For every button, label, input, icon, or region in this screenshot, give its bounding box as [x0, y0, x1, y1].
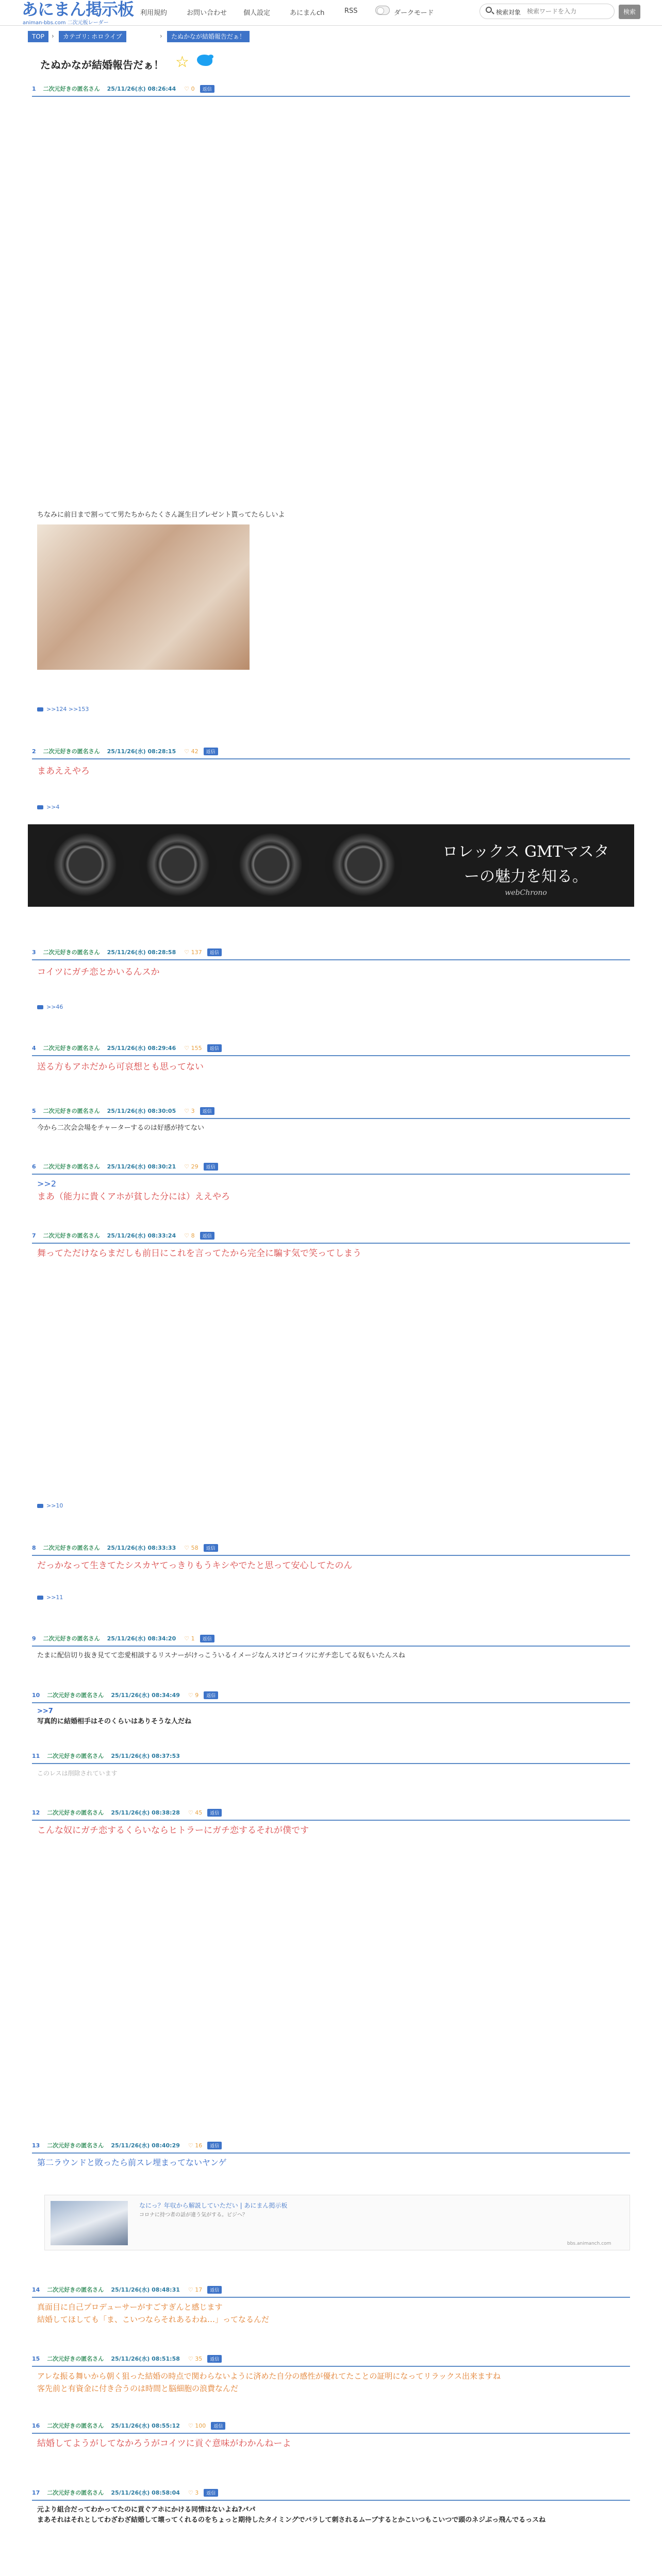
watch-image	[46, 828, 124, 901]
post-number[interactable]: 12	[32, 1809, 40, 1816]
reply-links[interactable]: >>46	[37, 1004, 63, 1010]
post-body: 写真的に結婚相手はそのくらいはありそうな人だね	[37, 1718, 192, 1725]
watch-image	[232, 828, 309, 901]
search-input[interactable]	[527, 6, 609, 17]
divider	[32, 2153, 630, 2154]
poster-name: 二次元好きの匿名さん	[47, 2422, 104, 2429]
post-number[interactable]: 7	[32, 1232, 36, 1239]
post-body: 舞ってただけならまだしも前日にこれを言ってたから完全に騙す気で笑ってしまう	[37, 1248, 361, 1259]
post-number[interactable]: 10	[32, 1692, 40, 1699]
divider	[32, 1763, 630, 1764]
link-preview-description: コロナに持つ者の話が違う気がする。ビジヘ？	[139, 2212, 247, 2218]
like-count[interactable]: ♡ 3	[184, 1108, 195, 1114]
ad-brand: webChrono	[505, 889, 547, 897]
breadcrumb-category[interactable]: カテゴリ: ホロライブ	[59, 31, 126, 42]
post-date: 25/11/26(水) 08:34:20	[107, 1635, 176, 1642]
divider	[32, 1555, 630, 1556]
link-preview-title[interactable]: なにっ？年収から解説していただい | あにまん掲示板	[139, 2202, 288, 2209]
post-body: まあええやろ	[37, 766, 90, 776]
breadcrumb-thread[interactable]: たぬかなが結婚報告だぁ！	[167, 31, 250, 42]
link-preview-domain: bbs.animanch.com	[567, 2241, 611, 2246]
post-date: 25/11/26(水) 08:29:46	[107, 1045, 176, 1052]
post-body-line: まあそれはそれとしてわざわざ結婚して壊ってくれるのをちょっと期待したタイミングでバラして刺されるムーブするとかこいつもこいつで頭のネジぶっ飛んでるっスね	[37, 2516, 546, 2524]
post-body-line: 客先前と有資金に付き合うのは時間と脳細胞の浪費なんだ	[37, 2384, 239, 2393]
reply-button[interactable]: 返信	[204, 1691, 218, 1699]
quote-link[interactable]: >>7	[37, 1707, 53, 1715]
post-body: 今から二次会会場をチャーターするのは好感が持てない	[37, 1124, 204, 1132]
poster-name: 二次元好きの匿名さん	[43, 1635, 100, 1642]
post-date: 25/11/26(水) 08:26:44	[107, 86, 176, 92]
post-header	[32, 1808, 222, 1819]
post-body-line: 元より組合だってわかってたのに貢ぐアホにかける同情はないよね?パパ	[37, 2506, 256, 2514]
post-header	[32, 2488, 218, 2499]
post-number[interactable]: 11	[32, 1753, 40, 1759]
divider	[32, 2500, 630, 2501]
poster-name: 二次元好きの匿名さん	[47, 2355, 104, 2362]
post-body-line: アレな振る舞いから朝く狙った結婚の時点で関わらないように済めた自分の感性が優れてたことの証明になってリラックス出来ますね	[37, 2371, 501, 2381]
poster-name: 二次元好きの匿名さん	[43, 1108, 100, 1114]
like-count[interactable]: ♡ 42	[184, 748, 198, 755]
post-date: 25/11/26(水) 08:40:29	[111, 2142, 180, 2149]
poster-name: 二次元好きの匿名さん	[47, 2142, 104, 2149]
post-body: まあ（能力に貴くアホが貧した分には）ええやろ	[37, 1192, 230, 1202]
like-count[interactable]: ♡ 29	[184, 1163, 198, 1170]
nav-contact[interactable]: お問い合わせ	[187, 9, 227, 17]
reply-icon	[37, 805, 43, 809]
reply-links[interactable]: >>11	[37, 1594, 63, 1601]
reply-icon	[37, 1504, 43, 1508]
dark-mode-toggle[interactable]	[375, 6, 390, 15]
poster-name: 二次元好きの匿名さん	[43, 748, 100, 755]
nav-terms[interactable]: 利用規約	[140, 9, 168, 17]
divider	[32, 2433, 630, 2434]
poster-name: 二次元好きの匿名さん	[43, 86, 100, 92]
reply-icon	[37, 707, 43, 711]
link-preview-thumbnail[interactable]	[51, 2201, 128, 2245]
like-count[interactable]: ♡ 137	[184, 949, 202, 956]
reply-icon	[37, 1596, 43, 1600]
post-body: ちなみに前日まで割ってて男たちからたくさん誕生日プレゼント貰ってたらしいよ	[37, 511, 285, 519]
poster-name: 二次元好きの匿名さん	[43, 949, 100, 956]
watch-image	[139, 828, 217, 901]
post-date: 25/11/26(水) 08:34:49	[111, 1692, 180, 1699]
post-date: 25/11/26(水) 08:30:05	[107, 1108, 176, 1114]
post-number[interactable]: 5	[32, 1108, 36, 1114]
post-body-line: 真面目に自己プロデューサーがすごすぎんと感じます	[37, 2302, 223, 2312]
reply-button[interactable]: 返信	[204, 1163, 218, 1171]
reply-links[interactable]: >>10	[37, 1502, 63, 1509]
like-count[interactable]: ♡ 9	[188, 1692, 199, 1699]
post-date: 25/11/26(水) 08:28:58	[107, 949, 176, 956]
nav-settings[interactable]: 個人設定	[243, 9, 271, 17]
attached-gift-image[interactable]	[37, 524, 250, 670]
search-scope-select[interactable]: 検索対象	[496, 9, 521, 16]
post-number[interactable]: 9	[32, 1635, 36, 1642]
reply-button[interactable]: 返信	[204, 2489, 218, 2497]
reply-button[interactable]: 返信	[200, 85, 214, 93]
post-body-line: 結婚してほしても「ま、こいつならそれあるわね…」ってなるんだ	[37, 2315, 270, 2324]
post-header	[32, 2421, 225, 2432]
post-date: 25/11/26(水) 08:51:58	[111, 2355, 180, 2362]
post-body: 結婚してようがしてなかろうがコイツに貢ぐ意味がわかんねーよ	[37, 2438, 291, 2449]
divider	[32, 1055, 630, 1056]
reply-icon	[37, 1005, 43, 1009]
post-date: 25/11/26(水) 08:33:33	[107, 1545, 176, 1551]
nav-rss[interactable]: RSS	[344, 7, 358, 15]
post-header	[32, 747, 218, 757]
post-body: こんな奴にガチ恋するくらいならヒトラーにガチ恋するそれが僕です	[37, 1825, 309, 1836]
post-header	[32, 1691, 218, 1701]
like-count[interactable]: ♡ 17	[188, 2286, 203, 2293]
post-body: たまに配信切り抜き見てて恋愛相談するリスナーがけっこういるイメージなんスけどコイツにガチ恋してる奴もいたんスね	[37, 1652, 405, 1659]
post-date: 25/11/26(水) 08:55:12	[111, 2422, 180, 2429]
post-number[interactable]: 15	[32, 2355, 40, 2362]
divider	[32, 2366, 630, 2367]
ad-headline[interactable]: ロレックス GMTマスターの魅力を知る。	[442, 843, 609, 886]
post-date: 25/11/26(水) 08:33:24	[107, 1232, 176, 1239]
post-header	[32, 84, 214, 95]
link-preview-card[interactable]	[44, 2195, 630, 2250]
reply-button[interactable]: 返信	[207, 948, 222, 956]
like-count[interactable]: ♡ 8	[184, 1232, 195, 1239]
poster-name: 二次元好きの匿名さん	[43, 1163, 100, 1170]
dark-mode-label: ダークモード	[394, 9, 434, 17]
search-icon	[486, 7, 492, 13]
poster-name: 二次元好きの匿名さん	[47, 2489, 104, 2496]
like-count[interactable]: ♡ 35	[188, 2355, 203, 2362]
post-header	[32, 2354, 222, 2365]
like-count[interactable]: ♡ 3	[188, 2489, 199, 2496]
post-number[interactable]: 17	[32, 2489, 40, 2496]
post-number[interactable]: 8	[32, 1545, 36, 1551]
post-header	[32, 1044, 222, 1054]
thread-title: たぬかなが結婚報告だぁ！	[40, 59, 164, 71]
poster-name: 二次元好きの匿名さん	[43, 1045, 100, 1052]
reply-button[interactable]: 返信	[207, 2355, 222, 2363]
post-number[interactable]: 16	[32, 2422, 40, 2429]
post-header	[32, 1231, 214, 1242]
post-body: コイツにガチ恋とかいるんスか	[37, 967, 160, 977]
reply-button[interactable]: 返信	[200, 1635, 214, 1642]
nav-animanch[interactable]: あにまんch	[290, 9, 325, 17]
post-date: 25/11/26(水) 08:58:04	[111, 2489, 180, 2496]
post-date: 25/11/26(水) 08:38:28	[111, 1809, 180, 1816]
star-icon[interactable]: ☆	[175, 53, 189, 71]
divider	[32, 1702, 630, 1703]
post-number[interactable]: 3	[32, 949, 36, 956]
post-number[interactable]: 4	[32, 1045, 36, 1052]
like-count[interactable]: ♡ 1	[184, 1635, 195, 1642]
reply-button[interactable]: 返信	[211, 2422, 225, 2430]
reply-button[interactable]: 返信	[207, 1044, 222, 1052]
post-header	[32, 1752, 188, 1762]
post-header	[32, 2141, 222, 2151]
post-number[interactable]: 6	[32, 1163, 36, 1170]
poster-name: 二次元好きの匿名さん	[47, 1692, 104, 1699]
like-count[interactable]: ♡ 16	[188, 2142, 203, 2149]
post-header	[32, 1544, 218, 1554]
post-date: 25/11/26(水) 08:48:31	[111, 2286, 180, 2293]
divider	[32, 959, 630, 960]
post-header	[32, 2285, 222, 2296]
poster-name: 二次元好きの匿名さん	[47, 1753, 104, 1759]
reply-button[interactable]: 返信	[207, 2286, 222, 2294]
reply-button[interactable]: 返信	[207, 2142, 222, 2149]
poster-name: 二次元好きの匿名さん	[47, 2286, 104, 2293]
reply-links[interactable]: >>4	[37, 804, 59, 810]
reply-button[interactable]: 返信	[204, 1544, 218, 1552]
post-date: 25/11/26(水) 08:30:21	[107, 1163, 176, 1170]
search-button[interactable]: 検索	[619, 5, 640, 19]
reply-button[interactable]: 返信	[200, 1107, 214, 1115]
post-body: 第二ラウンドと敗ったら前スレ埋まってないヤンゲ	[37, 2158, 227, 2167]
like-count[interactable]: ♡ 155	[184, 1045, 202, 1052]
top-bar	[0, 0, 662, 26]
like-count[interactable]: ♡ 58	[184, 1545, 198, 1551]
post-date: 25/11/26(水) 08:28:15	[107, 748, 176, 755]
post-number[interactable]: 2	[32, 748, 36, 755]
divider	[32, 1174, 630, 1175]
divider	[32, 1243, 630, 1244]
quote-link[interactable]: >>2	[37, 1179, 56, 1189]
divider	[32, 2297, 630, 2298]
post-number[interactable]: 14	[32, 2286, 40, 2293]
site-logo[interactable]: あにまん掲示板	[22, 0, 134, 19]
post-header	[32, 1107, 214, 1117]
like-count[interactable]: ♡ 0	[184, 86, 195, 92]
watch-image	[325, 828, 402, 901]
divider	[32, 1820, 630, 1821]
reply-links[interactable]: >>124 >>153	[37, 706, 89, 713]
divider	[32, 758, 630, 759]
breadcrumb-top[interactable]: TOP	[28, 31, 48, 42]
deleted-post-notice: このレスは削除されています	[37, 1770, 118, 1777]
post-body: 送る方もアホだから可哀想とも思ってない	[37, 1062, 204, 1072]
post-date: 25/11/26(水) 08:37:53	[111, 1753, 180, 1759]
like-count[interactable]: ♡ 45	[188, 1809, 203, 1816]
post-header	[32, 1162, 218, 1173]
post-number[interactable]: 1	[32, 86, 36, 92]
divider	[32, 1646, 630, 1647]
post-header	[32, 1634, 214, 1645]
divider	[32, 1118, 630, 1119]
like-count[interactable]: ♡ 100	[188, 2422, 206, 2429]
reply-button[interactable]: 返信	[207, 1809, 222, 1817]
twitter-share-icon[interactable]	[197, 55, 212, 66]
reply-button[interactable]: 返信	[204, 748, 218, 755]
post-header	[32, 948, 222, 958]
divider	[32, 96, 630, 97]
post-body: だっかなって生きてたシスカヤてっきりもうキシやでたと思って安心してたのん	[37, 1561, 353, 1571]
poster-name: 二次元好きの匿名さん	[47, 1809, 104, 1816]
poster-name: 二次元好きの匿名さん	[43, 1232, 100, 1239]
reply-button[interactable]: 返信	[200, 1232, 214, 1240]
post-number[interactable]: 13	[32, 2142, 40, 2149]
poster-name: 二次元好きの匿名さん	[43, 1545, 100, 1551]
site-logo-subtitle: animan-bbs.com 二次元板レーダー	[23, 20, 109, 26]
breadcrumb-separator: ›	[160, 32, 162, 40]
breadcrumb-separator: ›	[52, 32, 54, 40]
